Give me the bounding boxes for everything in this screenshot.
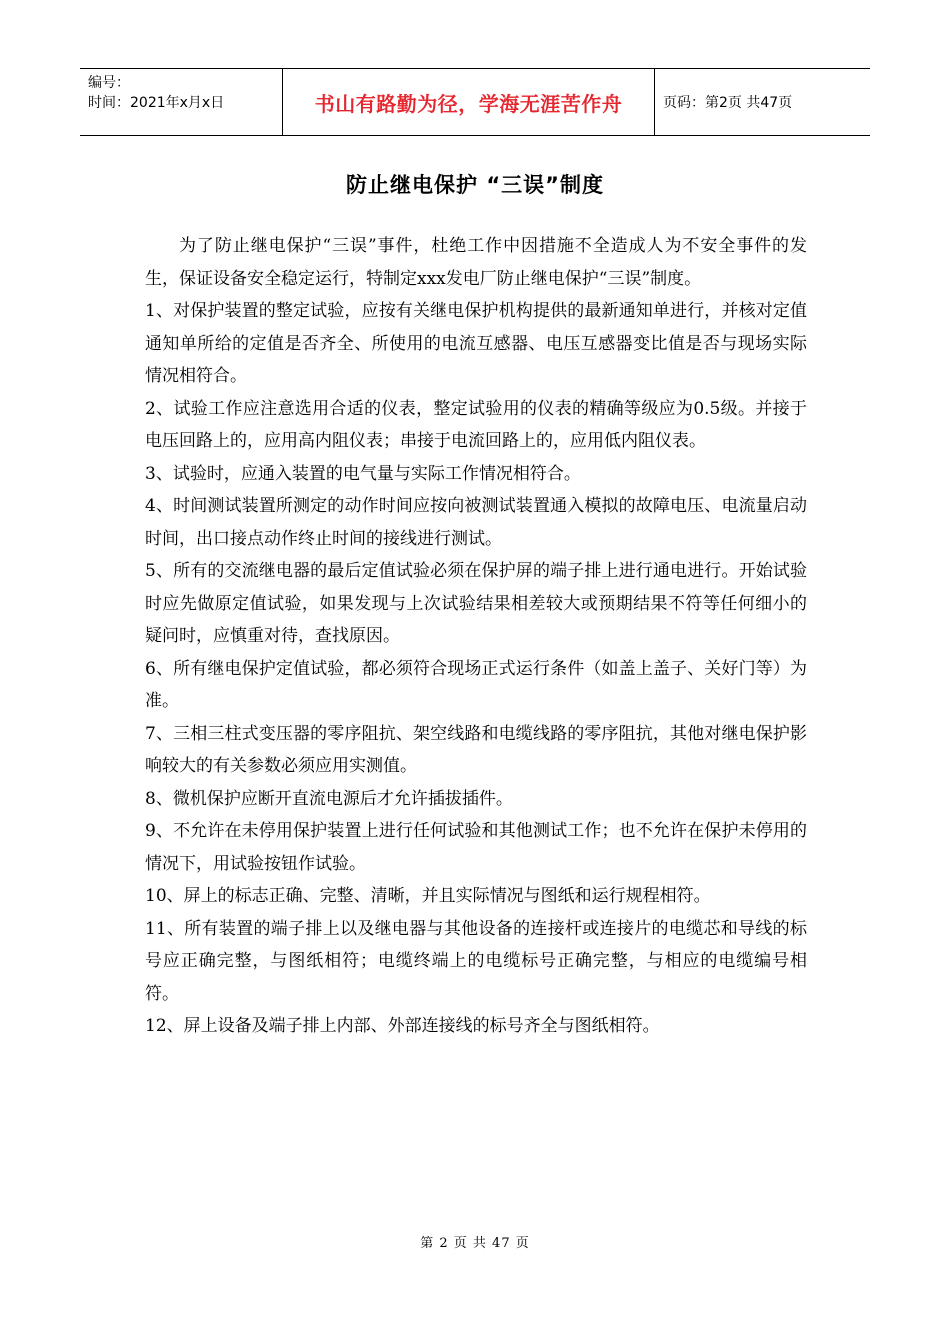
serial-number-label: 编号： [88,75,130,91]
rule-paragraph: 4、时间测试装置所测定的动作时间应按向被测试装置通入模拟的故障电压、电流量启动时间，出口接点动作终止时间的接线进行测试。 [145,496,807,549]
rule-paragraph: 6、所有继电保护定值试验，都必须符合现场正式运行条件（如盖上盖子、关好门等）为准。 [145,658,807,711]
document-title: 防止继电保护 “三误”制度 [346,173,604,197]
rule-paragraph: 10、屏上的标志正确、完整、清晰，并且实际情况与图纸和运行规程相符。 [145,886,711,906]
rule-paragraph: 11、所有装置的端子排上以及继电器与其他设备的连接杆或连接片的电缆芯和导线的标号应正确完整，与图纸相符；电缆终端上的电缆标号正确完整，与相应的电缆编号相符。 [145,918,807,1004]
document-body [145,230,807,1043]
rule-paragraph: 3、试验时，应通入装置的电气量与实际工作情况相符合。 [145,463,581,484]
intro-paragraph: 为了防止继电保护“三误”事件，杜绝工作中因措施不全造成人为不安全事件的发生，保证设备安全稳定运行，特制定xxx发电厂防止继电保护“三误”制度。 [145,236,807,289]
rule-paragraph: 1、对保护装置的整定试验，应按有关继电保护机构提供的最新通知单进行，并核对定值通知单所给的定值是否齐全、所使用的电流互感器、电压互感器变比值是否与现场实际情况相符合。 [145,301,807,386]
rule-paragraph: 12、屏上设备及端子排上内部、外部连接线的标号齐全与图纸相符。 [145,1016,660,1036]
rule-paragraph: 7、三相三柱式变压器的零序阻抗、架空线路和电缆线路的零序阻抗，其他对继电保护影响较大的有关参数必须应用实测值。 [145,723,807,776]
rule-paragraph: 8、微机保护应断开直流电源后才允许插拔插件。 [145,788,513,809]
rule-paragraph: 5、所有的交流继电器的最后定值试验必须在保护屏的端子排上进行通电进行。开始试验时应先做原定值试验，如果发现与上次试验结果相差较大或预期结果不符等任何细小的疑问时，应慎重对待，查找原因。 [145,561,807,646]
rule-paragraph: 2、试验工作应注意选用合适的仪表，整定试验用的仪表的精确等级应为0.5级。并接于电压回路上的，应用高内阻仪表；串接于电流回路上的，应用低内阻仪表。 [145,398,807,451]
header-page-info: 页码：第2页 共47页 [663,95,793,111]
header-motto: 书山有路勤为径，学海无涯苦作舟 [282,69,655,135]
date-label: 时间：2021年x月x日 [88,95,225,111]
page-footer: 第 2 页 共 47 页 [420,1236,530,1251]
header-meta [80,69,282,135]
page-header [80,68,870,136]
rule-paragraph: 9、不允许在未停用保护装置上进行任何试验和其他测试工作；也不允许在保护未停用的情况下，用试验按钮作试验。 [145,821,807,874]
